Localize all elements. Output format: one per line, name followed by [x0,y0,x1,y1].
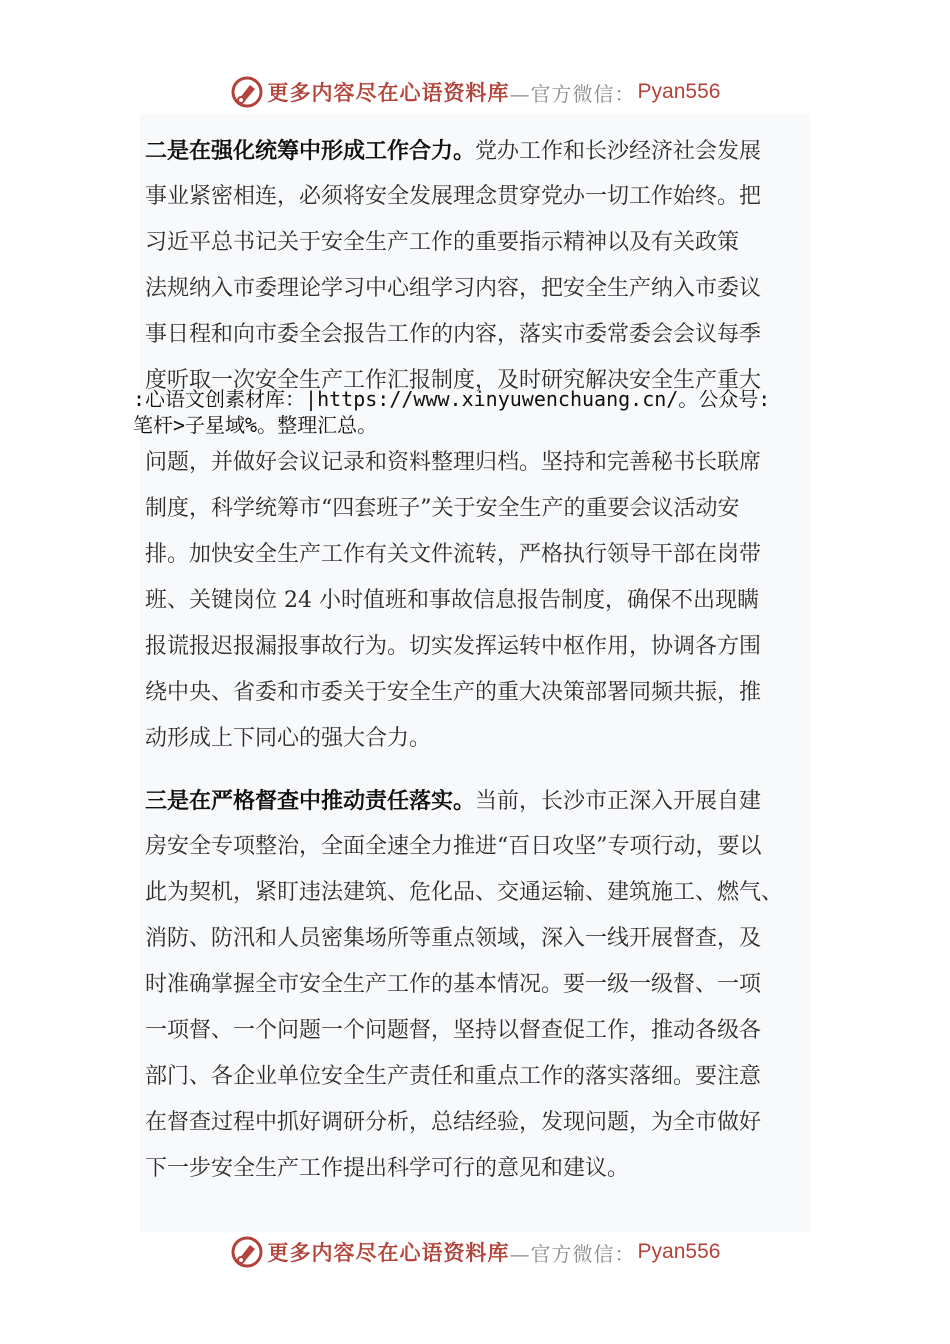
paragraph-line: 在督查过程中抓好调研分析，总结经验，发现问题，为全市做好 [145,1110,762,1135]
banner-red-text: 更多内容尽在心语资料库 [267,1240,510,1265]
watermark-line-1: :心语文创素材库：|https://www.xinyuwenchuang.cn/。公众号: [133,387,771,411]
paragraph-line: 房安全专项整治，全面全速全力推进“百日攻坚”专项行动，要以 [145,834,762,859]
paragraph-lead: 三是在严格督查中推动责任落实。 [145,788,476,814]
paragraph-text: 当前，长沙市正深入开展自建 [475,789,762,814]
banner-wechat-id: Pyan556 [637,1240,721,1263]
paragraph-text: 党办工作和长沙经济社会发展 [475,139,762,164]
paragraph-3 [145,778,783,1192]
paragraph-line: 绕中央、省委和市委关于安全生产的重大决策部署同频共振，推 [145,680,762,705]
watermark-text [133,386,770,438]
paragraph-line: 一项督、一个问题一个问题督，坚持以督查促工作，推动各级各 [145,1018,762,1043]
paragraph-line: 制度，科学统筹市“四套班子”关于安全生产的重要会议活动安 [145,496,740,521]
paragraph-line: 部门、各企业单位安全生产责任和重点工作的落实落细。要注意 [145,1064,762,1089]
brand-logo-icon [230,75,264,109]
watermark-line-2: 笔杆>子星域%。整理汇总。 [133,413,378,437]
paragraph-line: 动形成上下同心的强大合力。 [145,726,432,751]
paragraph-line: 下一步安全生产工作提出科学可行的意见和建议。 [145,1156,630,1181]
paragraph-line [145,128,761,174]
banner-wechat-id: Pyan556 [637,80,721,103]
banner-gray-text: —官方微信： [509,81,636,106]
paragraph-lead: 二是在强化统筹中形成工作合力。 [145,138,476,164]
paragraph-line: 事日程和向市委全会报告工作的内容，落实市委常委会会议每季 [145,322,762,347]
paragraph-line: 报谎报迟报漏报事故行为。切实发挥运转中枢作用，协调各方围 [145,634,762,659]
paragraph-2 [145,440,761,762]
paragraph-line: 排。加快安全生产工作有关文件流转，严格执行领导干部在岗带 [145,542,762,567]
paragraph-line [145,778,783,824]
paragraph-line: 消防、防汛和人员密集场所等重点领域，深入一线开展督查，及 [145,926,762,951]
paragraph-line: 问题，并做好会议记录和资料整理归档。坚持和完善秘书长联席 [145,450,762,475]
brand-logo-icon [230,1235,264,1269]
paragraph-line: 班、关键岗位 24 小时值班和事故信息报告制度，确保不出现瞒 [145,588,759,613]
header-banner [0,72,950,112]
paragraph-line: 法规纳入市委理论学习中心组学习内容，把安全生产纳入市委议 [145,276,762,301]
paragraph-line: 习近平总书记关于安全生产工作的重要指示精神以及有关政策 [145,230,740,255]
banner-gray-text: —官方微信： [509,1241,636,1266]
paragraph-line: 时准确掌握全市安全生产工作的基本情况。要一级一级督、一项 [145,972,762,997]
footer-banner [0,1232,950,1272]
banner-red-text: 更多内容尽在心语资料库 [267,80,510,105]
paragraph-line: 事业紧密相连，必须将安全发展理念贯穿党办一切工作始终。把 [145,184,762,209]
paragraph-line: 度听取一次安全生产工作汇报制度，及时研究解决安全生产重大 [145,368,762,393]
paragraph-1 [145,128,761,404]
paragraph-line: 此为契机，紧盯违法建筑、危化品、交通运输、建筑施工、燃气、 [145,880,784,905]
